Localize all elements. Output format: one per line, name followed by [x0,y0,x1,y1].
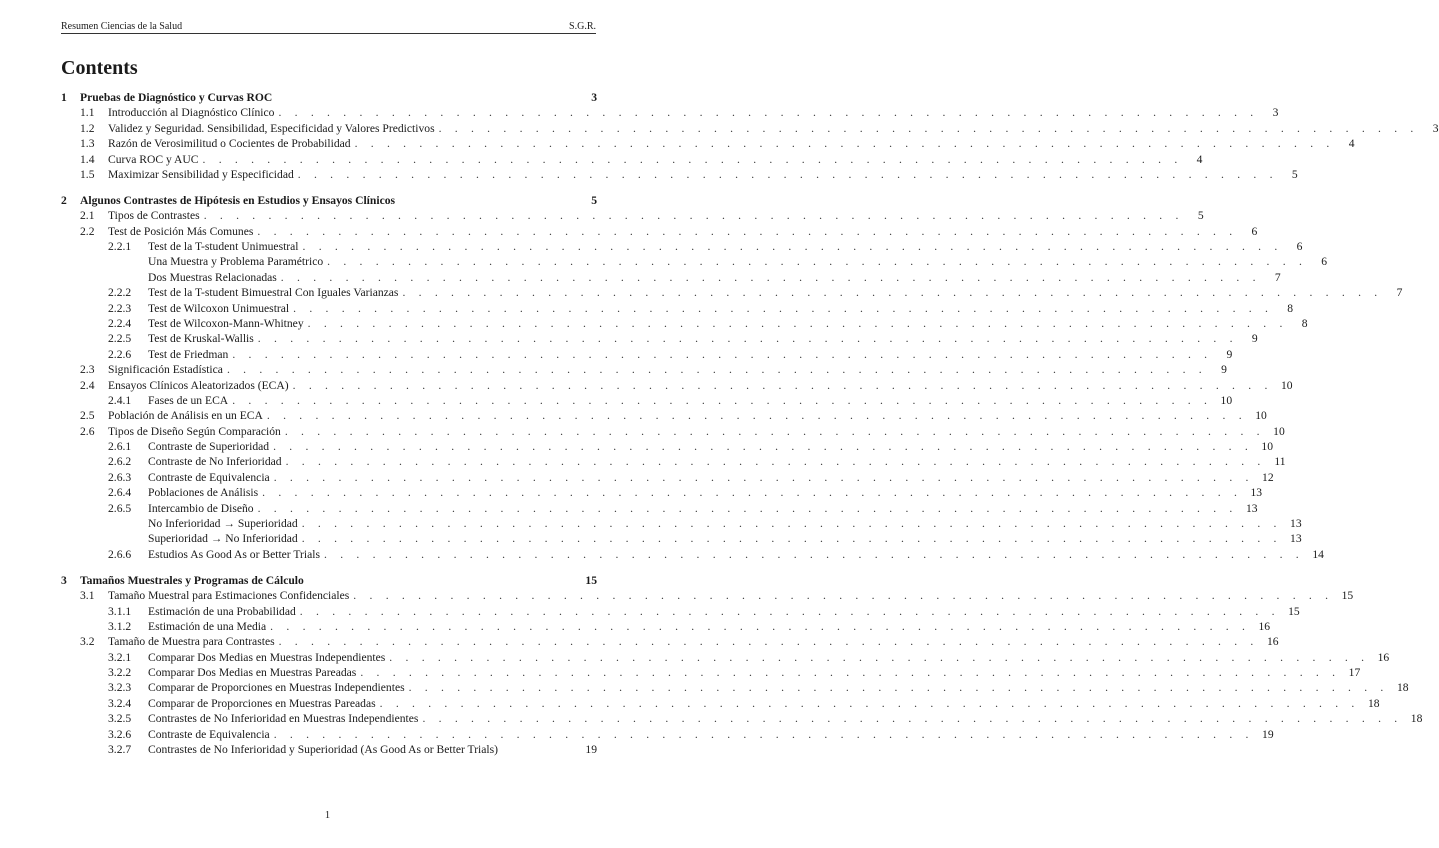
toc-subsection[interactable] [61,301,1294,316]
toc-section[interactable] [61,167,1298,182]
toc-title: Tamaño Muestral para Estimaciones Confidenciales [108,589,350,603]
toc-page: 6 [1296,240,1303,254]
toc-number: 1.5 [80,167,95,181]
toc-number: 2.6.5 [108,501,132,515]
toc-title: Comparar Dos Medias en Muestras Pareadas [148,666,357,680]
dot-leader: . . . . . . . . . . . . . . . . . . . . . . . . . . . . . . . . . . . . . . . . . . . . . . . . . . . . . . . . . . . . . [307,316,1288,330]
toc-section[interactable] [61,152,1203,167]
toc-section[interactable] [61,208,1204,223]
toc-title: Tamaños Muestrales y Programas de Cálculo [80,573,304,587]
toc-number: 3.1.2 [108,619,132,633]
toc-subsection[interactable] [61,347,1233,362]
toc-title: Test de Posición Más Comunes [108,224,254,238]
toc-number: 2.5 [80,409,95,423]
toc-number: 3.1.1 [108,604,132,618]
toc-subsection[interactable] [61,285,1403,300]
toc-page: 4 [1348,137,1355,151]
dot-leader: . . . . . . . . . . . . . . . . . . . . . . . . . . . . . . . . . . . . . . . . . . . . . . . . . . . . . . . . . . . . . [202,152,1183,166]
toc-page: 5 [1197,209,1204,223]
dot-leader: . . . . . . . . . . . . . . . . . . . . . . . . . . . . . . . . . . . . . . . . . . . . . . . . . . . . . . . . . . . . . [438,121,1419,135]
toc-page: 6 [1321,255,1328,269]
toc-subsection[interactable] [61,393,1233,408]
toc-title: Tipos de Contrastes [108,209,200,223]
toc-page: 6 [1251,224,1258,238]
toc-page: 19 [585,743,597,757]
toc-number: 2.4.1 [108,393,132,407]
toc-title: Contrastes de No Inferioridad en Muestras Independientes [148,712,419,726]
dot-leader: . . . . . . . . . . . . . . . . . . . . . . . . . . . . . . . . . . . . . . . . . . . . . . . . . . . . . . . . . . . . . [327,255,1308,269]
dot-leader: . . . . . . . . . . . . . . . . . . . . . . . . . . . . . . . . . . . . . . . . . . . . . . . . . . . . . . . . . . . . . [232,347,1213,361]
toc-number: 2.6.2 [108,455,132,469]
toc-page: 5 [591,193,597,207]
toc-title: Test de Wilcoxon-Mann-Whitney [148,316,304,330]
toc-title: Pruebas de Diagnóstico y Curvas ROC [80,91,273,104]
toc-page: 12 [1262,470,1274,484]
toc-page: 10 [1261,440,1273,454]
dot-leader: . . . . . . . . . . . . . . . . . . . . . . . . . . . . . . . . . . . . . . . . . . . . . . . . . . . . . . . . . . . . . [379,696,1360,710]
dot-leader: . . . . . . . . . . . . . . . . . . . . . . . . . . . . . . . . . . . . . . . . . . . . . . . . . . . . . . . . . . . . . [203,209,1184,223]
page-number: 1 [324,810,331,821]
toc-number: 1.4 [80,152,95,166]
toc-page: 11 [1274,455,1286,469]
toc-title: Razón de Verosimilitud o Cocientes de Probabilidad [108,137,351,151]
toc-section[interactable] [61,408,1267,423]
toc-title: Tipos de Diseño Según Comparación [108,424,281,438]
toc-page: 15 [1341,589,1354,603]
toc-title: Test de Wilcoxon Unimuestral [148,301,290,315]
toc-section[interactable] [61,378,1293,393]
toc-title: Comparar de Proporciones en Muestras Independientes [148,681,405,695]
dot-leader: . . . . . . . . . . . . . . . . . . . . . . . . . . . . . . . . . . . . . . . . . . . . . . . . . . . . . . . . . . . . . [402,286,1383,300]
toc-page: 10 [1280,378,1293,392]
toc-title: Contraste de Equivalencia [148,727,270,741]
dot-leader: . . . . . . . . . . . . . . . . . . . . . . . . . . . . . . . . . . . . . . . . . . . . . . . . . . . . . . . . . . . . . [257,332,1238,346]
page-title: Contents [61,57,138,79]
toc-page: 16 [1266,635,1279,649]
toc-title: Maximizar Sensibilidad y Especificidad [108,167,294,181]
toc-title: Test de Kruskal-Wallis [148,332,254,346]
dot-leader: . . . . . . . . . . . . . . . . . . . . . . . . . . . . . . . . . . . . . . . . . . . . . . . . . . . . . . . . . . . . . [297,167,1278,181]
dot-leader: . . . . . . . . . . . . . . . . . . . . . . . . . . . . . . . . . . . . . . . . . . . . . . . . . . . . . . . . . . . . . [257,224,1238,238]
dot-leader: . . . . . . . . . . . . . . . . . . . . . . . . . . . . . . . . . . . . . . . . . . . . . . . . . . . . . . . . . . . . . [354,137,1335,151]
toc-page: 14 [1312,547,1324,561]
toc-title: Contraste de No Inferioridad [148,455,282,469]
dot-leader: . . . . . . . . . . . . . . . . . . . . . . . . . . . . . . . . . . . . . . . . . . . . . . . . . . . . . . . . . . . . . [293,301,1274,315]
toc-page: 13 [1250,486,1263,500]
toc-number: 2.2.1 [108,240,132,254]
toc-section[interactable] [61,424,1285,439]
dot-leader: . . . . . . . . . . . . . . . . . . . . . . . . . . . . . . . . . . . . . . . . . . . . . . . . . . . . . . . . . . . . . [232,393,1213,407]
toc-title: Tamaño de Muestra para Contrastes [108,635,275,649]
toc-title: Contraste de Superioridad [148,440,270,454]
toc-page: 13 [1290,517,1302,531]
toc-title: Estudios As Good As or Better Trials [148,547,320,561]
toc-number: 3.2.3 [108,681,132,695]
toc-page: 4 [1196,152,1203,166]
dot-leader: . . . . . . . . . . . . . . . . . . . . . . . . . . . . . . . . . . . . . . . . . . . . . . . . . . . . . . . . . . . . . [278,635,1259,649]
dot-leader: . . . . . . . . . . . . . . . . . . . . . . . . . . . . . . . . . . . . . . . . . . . . . . . . . . . . . . . . . . . . . [285,455,1266,469]
toc-section[interactable] [61,588,1354,603]
toc-subsection[interactable] [61,239,1303,254]
toc-title: Población de Análisis en un ECA [108,409,263,423]
dot-leader: . . . . . . . . . . . . . . . . . . . . . . . . . . . . . . . . . . . . . . . . . . . . . . . . . . . . . . . . . . . . . [273,440,1253,454]
toc-number: 2.3 [80,363,95,377]
toc-number: 2.2.2 [108,286,132,300]
toc-paragraph[interactable] [61,270,1281,285]
dot-leader: . . . . . . . . . . . . . . . . . . . . . . . . . . . . . . . . . . . . . . . . . . . . . . . . . . . . . . . . . . . . . [278,106,1259,120]
toc-number: 2.2 [80,224,95,238]
toc-chapter[interactable] [61,193,597,208]
toc-title: Curva ROC y AUC [108,152,199,166]
dot-leader: . . . . . . . . . . . . . . . . . . . . . . . . . . . . . . . . . . . . . . . . . . . . . . . . . . . . . . . . . . . . . [273,727,1254,741]
toc-number: 2 [61,193,67,207]
dot-leader: . . . . . . . . . . . . . . . . . . . . . . . . . . . . . . . . . . . . . . . . . . . . . . . . . . . . . . . . . . . . . [360,666,1341,680]
toc-title: Estimación de una Media [148,619,267,633]
toc-subsection[interactable] [61,547,1324,562]
toc-paragraph[interactable] [61,531,1302,546]
toc-page: 19 [1262,727,1274,741]
toc-page: 18 [1396,681,1409,695]
toc-title: Poblaciones de Análisis [148,486,259,500]
toc-subsection[interactable] [61,619,1271,634]
toc-number: 1.3 [80,137,95,151]
toc-section[interactable] [61,224,1258,239]
toc-paragraph[interactable] [61,254,1328,269]
toc-title: No Inferioridad → Superioridad [148,517,298,531]
toc-page: 7 [1274,270,1281,284]
toc-number: 3.2.5 [108,712,132,726]
toc-title: Una Muestra y Problema Paramétrico [148,255,324,269]
toc-number: 2.2.4 [108,316,132,330]
dot-leader: . . . . . . . . . . . . . . . . . . . . . . . . . . . . . . . . . . . . . . . . . . . . . . . . . . . . . . . . . . . . . [292,378,1273,392]
toc-subsection[interactable] [61,501,1258,516]
toc-number: 3 [61,573,67,587]
toc-subsection[interactable] [61,485,1263,500]
header-title: Resumen Ciencias de la Salud [61,21,183,32]
toc-number: 3.2.4 [108,696,132,710]
toc-page: 8 [1301,316,1308,330]
toc-page: 9 [1221,363,1227,377]
dot-leader: . . . . . . . . . . . . . . . . . . . . . . . . . . . . . . . . . . . . . . . . . . . . . . . . . . . . . . . . . . . . . [226,363,1207,377]
toc-title: Estimación de una Probabilidad [148,604,296,618]
toc-title: Contraste de Equivalencia [148,470,270,484]
toc-subsection[interactable] [61,680,1409,695]
running-header [61,20,596,34]
dot-leader: . . . . . . . . . . . . . . . . . . . . . . . . . . . . . . . . . . . . . . . . . . . . . . . . . . . . . . . . . . . . . [262,486,1243,500]
table-of-contents [61,90,1439,757]
dot-leader: . . . . . . . . . . . . . . . . . . . . . . . . . . . . . . . . . . . . . . . . . . . . . . . . . . . . . . . . . . . . . [408,681,1389,695]
toc-number: 1.1 [80,106,95,120]
toc-section[interactable] [61,105,1279,120]
toc-subsection[interactable] [61,316,1308,331]
toc-title: Test de Friedman [148,347,229,361]
toc-subsection[interactable] [61,711,1423,726]
dot-leader: . . . . . . . . . . . . . . . . . . . . . . . . . . . . . . . . . . . . . . . . . . . . . . . . . . . . . . . . . . . . . [266,409,1247,423]
toc-number: 2.1 [80,209,95,223]
toc-page: 8 [1287,301,1294,315]
toc-section[interactable] [61,121,1439,136]
toc-page: 3 [591,91,597,104]
dot-leader: . . . . . . . . . . . . . . . . . . . . . . . . . . . . . . . . . . . . . . . . . . . . . . . . . . . . . . . . . . . . . [353,589,1334,603]
toc-number: 3.1 [80,589,95,603]
dot-leader: . . . . . . . . . . . . . . . . . . . . . . . . . . . . . . . . . . . . . . . . . . . . . . . . . . . . . . . . . . . . . [273,470,1254,484]
header-author: S.G.R. [569,21,596,32]
dot-leader: . . . . . . . . . . . . . . . . . . . . . . . . . . . . . . . . . . . . . . . . . . . . . . . . . . . . . . . . . . . . . [299,604,1280,618]
toc-subsection[interactable] [61,454,1286,469]
toc-page: 17 [1348,666,1361,680]
toc-page: 9 [1226,347,1233,361]
toc-subsection[interactable] [61,470,1274,485]
toc-subsection[interactable] [61,439,1273,454]
toc-number: 3.2.7 [108,743,132,757]
toc-title: Fases de un ECA [148,393,229,407]
toc-title: Superioridad → No Inferioridad [148,532,298,546]
toc-title: Comparar de Proporciones en Muestras Pareadas [148,696,376,710]
toc-chapter[interactable] [61,90,597,105]
toc-subsection[interactable] [61,331,1258,346]
toc-page: 9 [1251,332,1258,346]
toc-section[interactable] [61,136,1355,151]
toc-page: 3 [1432,121,1439,135]
toc-subsection[interactable] [61,727,1274,742]
toc-number: 2.6.4 [108,486,132,500]
toc-title: Algunos Contrastes de Hipótesis en Estudios y Ensayos Clínicos [80,193,396,207]
toc-subsection[interactable] [61,742,597,757]
toc-page: 10 [1273,424,1285,438]
toc-title: Comparar Dos Medias en Muestras Independientes [148,650,386,664]
toc-title: Significación Estadística [108,363,223,377]
dot-leader: . . . . . . . . . . . . . . . . . . . . . . . . . . . . . . . . . . . . . . . . . . . . . . . . . . . . . . . . . . . . . [389,650,1370,664]
toc-subsection[interactable] [61,696,1380,711]
toc-subsection[interactable] [61,650,1390,665]
toc-title: Validez y Seguridad. Sensibilidad, Especificidad y Valores Predictivos [108,121,435,135]
toc-section[interactable] [61,362,1227,377]
toc-subsection[interactable] [61,604,1300,619]
toc-page: 3 [1272,106,1279,120]
toc-page: 15 [585,573,597,587]
toc-page: 5 [1291,167,1298,181]
toc-title: Contrastes de No Inferioridad y Superioridad (As Good As or Better Trials) [148,743,499,757]
toc-number: 2.6 [80,424,95,438]
toc-number: 2.2.3 [108,301,132,315]
toc-number: 2.6.3 [108,470,132,484]
toc-number: 2.6.1 [108,440,132,454]
dot-leader: . . . . . . . . . . . . . . . . . . . . . . . . . . . . . . . . . . . . . . . . . . . . . . . . . . . . . . . . . . . . . [280,270,1261,284]
toc-number: 3.2.2 [108,666,132,680]
dot-leader: . . . . . . . . . . . . . . . . . . . . . . . . . . . . . . . . . . . . . . . . . . . . . . . . . . . . . . . . . . . . . [270,619,1251,633]
dot-leader: . . . . . . . . . . . . . . . . . . . . . . . . . . . . . . . . . . . . . . . . . . . . . . . . . . . . . . . . . . . . . [301,532,1282,546]
toc-chapter[interactable] [61,573,597,588]
toc-page: 10 [1220,393,1233,407]
toc-page: 7 [1396,286,1403,300]
toc-page: 15 [1288,604,1300,618]
toc-subsection[interactable] [61,665,1361,680]
toc-page: 16 [1258,619,1271,633]
toc-section[interactable] [61,634,1279,649]
dot-leader: . . . . . . . . . . . . . . . . . . . . . . . . . . . . . . . . . . . . . . . . . . . . . . . . . . . . . . . . . . . . . [324,547,1304,561]
toc-page: 13 [1290,532,1302,546]
toc-number: 2.6.6 [108,547,132,561]
toc-number: 2.2.5 [108,332,132,346]
dot-leader: . . . . . . . . . . . . . . . . . . . . . . . . . . . . . . . . . . . . . . . . . . . . . . . . . . . . . . . . . . . . . [302,240,1283,254]
dot-leader: . . . . . . . . . . . . . . . . . . . . . . . . . . . . . . . . . . . . . . . . . . . . . . . . . . . . . . . . . . . . . [257,501,1238,515]
toc-page: 18 [1410,712,1423,726]
toc-number: 1 [61,91,67,104]
toc-page: 13 [1245,501,1258,515]
toc-number: 2.2.6 [108,347,132,361]
toc-page: 16 [1377,650,1390,664]
dot-leader: . . . . . . . . . . . . . . . . . . . . . . . . . . . . . . . . . . . . . . . . . . . . . . . . . . . . . . . . . . . . . [284,424,1265,438]
toc-page: 10 [1255,409,1267,423]
toc-title: Intercambio de Diseño [148,501,254,515]
toc-number: 3.2.6 [108,727,132,741]
toc-title: Test de la T-student Unimuestral [148,240,299,254]
toc-title: Dos Muestras Relacionadas [148,270,277,284]
toc-title: Test de la T-student Bimuestral Con Iguales Varianzas [148,286,399,300]
toc-page: 18 [1367,696,1380,710]
toc-paragraph[interactable] [61,516,1302,531]
toc-number: 3.2.1 [108,650,132,664]
toc-number: 2.4 [80,378,95,392]
toc-number: 3.2 [80,635,95,649]
dot-leader: . . . . . . . . . . . . . . . . . . . . . . . . . . . . . . . . . . . . . . . . . . . . . . . . . . . . . . . . . . . . . [301,517,1282,531]
toc-number: 1.2 [80,121,95,135]
toc-title: Introducción al Diagnóstico Clínico [108,106,275,120]
toc-title: Ensayos Clínicos Aleatorizados (ECA) [108,378,289,392]
dot-leader: . . . . . . . . . . . . . . . . . . . . . . . . . . . . . . . . . . . . . . . . . . . . . . . . . . . . . . . . . . . . . [422,712,1403,726]
